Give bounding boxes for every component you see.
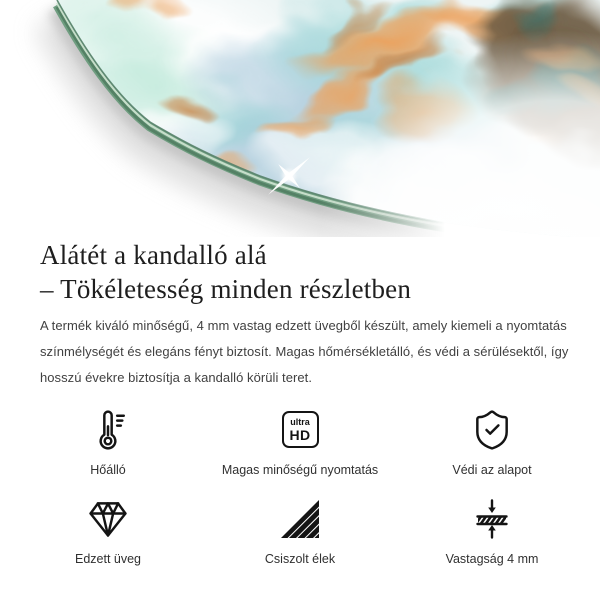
product-hero: [0, 0, 600, 237]
feature-label: Magas minőségű nyomtatás: [221, 462, 379, 477]
feature-item-heat-resistant: [12, 407, 204, 478]
page-title: [40, 239, 560, 307]
product-description: [40, 313, 569, 391]
feature-item-print-quality: [204, 407, 396, 478]
feature-label: Csiszolt élek: [264, 551, 336, 566]
feature-label: Hőálló: [90, 462, 126, 477]
feature-item-thickness: [396, 496, 588, 567]
shield-check-icon: [470, 407, 514, 453]
feature-label: Vastagság 4 mm: [445, 551, 539, 566]
thermometer-icon: [86, 407, 130, 453]
glass-disc-image: [0, 0, 600, 237]
features-grid: [0, 407, 600, 567]
polished-edges-icon: [278, 496, 322, 542]
title-line-2: – Tökéletesség minden részletben: [40, 273, 412, 304]
ultra-hd-icon-bottom-text: HD: [289, 426, 311, 443]
feature-label: Edzett üveg: [74, 551, 141, 566]
description-line: hosszú évekre biztosítja a kandalló körüli teret.: [40, 369, 312, 385]
feature-item-protects-base: [396, 407, 588, 478]
feature-item-tempered-glass: [12, 496, 204, 567]
description-line: színmélységét és elegáns fényt biztosít. Magas hőmérsékletálló, és védi a sérülésektől, így: [40, 343, 569, 359]
product-info: [0, 239, 600, 391]
ultra-hd-icon-top-text: ultra: [290, 416, 310, 427]
diamond-icon: [86, 496, 130, 542]
ultra-hd-icon: [282, 411, 319, 448]
feature-item-polished-edges: [204, 496, 396, 567]
description-line: A termék kiváló minőségű, 4 mm vastag edzett üvegből készült, amely kiemeli a nyomtatás: [40, 317, 567, 333]
feature-label: Védi az alapot: [452, 462, 532, 477]
title-line-1: Alátét a kandalló alá: [40, 240, 267, 270]
thickness-icon: [470, 496, 514, 542]
